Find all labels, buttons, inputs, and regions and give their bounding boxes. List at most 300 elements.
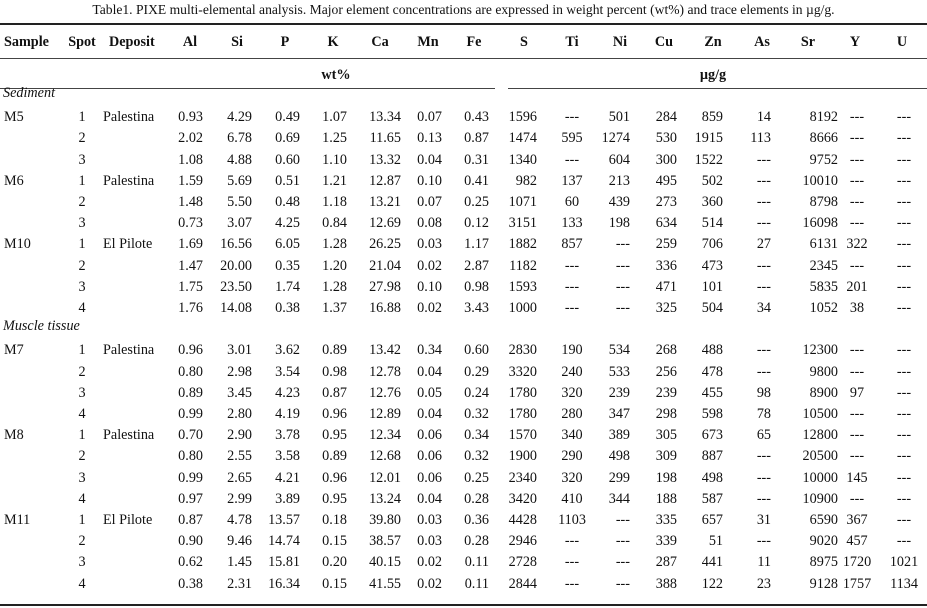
cell-fe: 0.12 [464,215,489,232]
column-header-mn: Mn [417,34,439,50]
unit-rule-trace [508,88,927,89]
cell-cu: 188 [655,490,677,507]
cell-k: 1.28 [322,236,347,253]
cell-u: --- [896,109,912,126]
cell-mn: 0.34 [417,342,442,359]
cell-s: 3151 [508,215,537,232]
cell-zn: 1522 [694,151,723,168]
cell-p: 0.48 [275,194,300,210]
cell-si: 5.69 [227,172,252,189]
cell-y: 201 [846,278,868,295]
cell-zn: 478 [701,363,723,380]
cell-fe: 0.11 [464,575,489,592]
cell-cu: 471 [655,278,677,295]
cell-cu: 256 [655,363,677,380]
cell-cu: 298 [655,406,677,422]
cell-al: 2.02 [178,130,203,147]
cell-ti: 133 [561,215,583,232]
cell-ti: --- [564,533,580,550]
cell-k: 0.98 [322,363,347,380]
table-row [0,171,927,191]
cell-zn: 360 [701,194,723,210]
column-header-y: Y [849,34,861,50]
cell-s: 1071 [508,194,537,210]
cell-spot: 1 [78,427,86,444]
cell-as: 31 [756,512,771,528]
cell-zn: 514 [701,215,723,232]
cell-si: 3.45 [227,384,252,401]
cell-al: 1.48 [178,194,203,210]
cell-ni: 439 [608,194,630,210]
cell-ni: 344 [608,490,630,507]
cell-cu: 335 [655,512,677,528]
unit-label-major: wt% [321,67,351,83]
cell-fe: 0.11 [464,554,489,571]
cell-si: 2.65 [227,469,252,486]
cell-p: 16.34 [268,575,300,592]
cell-al: 0.99 [178,406,203,422]
cell-ni: 501 [608,109,630,126]
cell-k: 1.18 [322,194,347,210]
cell-fe: 0.24 [464,384,489,401]
cell-ca: 12.76 [369,384,401,401]
table-row [0,107,927,127]
table-row [0,256,927,276]
cell-sample: M7 [4,342,24,359]
cell-cu: 268 [655,342,677,359]
cell-fe: 0.32 [464,448,489,465]
cell-sr: 6131 [809,236,838,253]
cell-spot: 1 [78,109,86,126]
cell-si: 5.50 [227,194,252,210]
cell-y: --- [849,215,865,232]
cell-al: 1.75 [178,278,203,295]
cell-s: 2340 [508,469,537,486]
cell-mn: 0.05 [417,384,442,401]
table-row [0,362,927,382]
cell-u: --- [896,194,912,210]
cell-zn: 887 [701,448,723,465]
cell-zn: 488 [701,342,723,359]
cell-ca: 12.69 [369,215,401,232]
cell-sr: 8900 [809,384,838,401]
cell-zn: 122 [701,575,723,592]
cell-u: --- [896,236,912,253]
cell-spot: 3 [78,554,86,571]
table-row [0,468,927,488]
column-header-s: S [520,34,528,50]
cell-ca: 11.65 [369,130,401,147]
cell-k: 1.20 [322,257,347,274]
cell-ca: 16.88 [369,300,401,316]
cell-as: 34 [756,300,771,316]
cell-ca: 12.68 [369,448,401,465]
cell-spot: 1 [78,172,86,189]
cell-ni: 213 [608,172,630,189]
cell-mn: 0.04 [417,490,442,507]
table-row [0,340,927,360]
cell-sr: 9800 [809,363,838,380]
cell-u: --- [896,406,912,422]
cell-k: 0.15 [322,575,347,592]
cell-zn: 657 [701,512,723,528]
cell-p: 0.35 [275,257,300,274]
table-row [0,552,927,572]
cell-zn: 51 [708,533,723,550]
cell-cu: 530 [655,130,677,147]
bottom-rule [0,604,927,606]
cell-fe: 0.31 [464,151,489,168]
cell-s: 1882 [508,236,537,253]
cell-zn: 473 [701,257,723,274]
cell-cu: 495 [655,172,677,189]
cell-mn: 0.06 [417,427,442,444]
cell-sr: 5835 [809,278,838,295]
cell-sr: 1052 [809,300,838,316]
cell-k: 0.20 [322,554,347,571]
cell-si: 16.56 [220,236,252,253]
cell-spot: 3 [78,151,86,168]
cell-sample: M10 [4,236,31,253]
cell-mn: 0.07 [417,109,442,126]
cell-al: 0.62 [178,554,203,571]
cell-si: 2.98 [227,363,252,380]
column-header-zn: Zn [704,34,722,50]
cell-si: 3.07 [227,215,252,232]
cell-spot: 2 [78,533,86,550]
cell-u: --- [896,257,912,274]
cell-as: --- [756,278,771,295]
cell-s: 3320 [508,363,537,380]
cell-ni: 239 [608,384,630,401]
cell-zn: 498 [701,469,723,486]
cell-k: 1.25 [322,130,347,147]
column-header-k: K [327,34,339,50]
cell-si: 2.80 [227,406,252,422]
cell-p: 0.69 [275,130,300,147]
cell-cu: 259 [655,236,677,253]
cell-al: 0.90 [178,533,203,550]
cell-ca: 13.21 [369,194,401,210]
cell-al: 0.97 [178,490,203,507]
cell-mn: 0.03 [417,236,442,253]
cell-p: 0.60 [275,151,300,168]
cell-ca: 12.01 [369,469,401,486]
table-row [0,150,927,170]
cell-as: --- [756,194,771,210]
table-caption: Table1. PIXE multi-elemental analysis. Major element concentrations are expressed in weight percent (wt%) and trace elements in µg/g. [92,2,835,17]
cell-p: 13.57 [268,512,300,528]
cell-u: --- [896,533,912,550]
cell-s: 1182 [509,257,537,274]
cell-as: 27 [756,236,771,253]
column-header-ni: Ni [612,34,628,50]
cell-sr: 10010 [802,172,838,189]
cell-spot: 4 [78,490,86,507]
cell-ca: 13.32 [369,151,401,168]
group-label: Muscle tissue [3,318,80,335]
cell-si: 3.01 [227,342,252,359]
cell-p: 4.21 [275,469,300,486]
cell-ni: 533 [608,363,630,380]
cell-fe: 0.60 [464,342,489,359]
cell-as: --- [756,469,771,486]
cell-cu: 339 [655,533,677,550]
table-row [0,404,927,424]
cell-ni: 198 [608,215,630,232]
column-header-fe: Fe [466,34,482,50]
cell-ti: --- [564,151,580,168]
cell-u: --- [896,342,912,359]
unit-label-trace: µg/g [699,67,727,83]
cell-ni: --- [615,257,630,274]
column-header-p: P [280,34,290,50]
cell-ni: 299 [608,469,630,486]
table-row [0,574,927,594]
cell-as: --- [756,490,771,507]
cell-al: 1.69 [178,236,203,253]
cell-mn: 0.04 [417,406,442,422]
cell-k: 0.95 [322,490,347,507]
cell-p: 3.78 [275,427,300,444]
cell-y: 38 [849,300,865,316]
cell-y: 1757 [842,575,872,592]
cell-p: 3.89 [275,490,300,507]
cell-fe: 0.25 [464,469,489,486]
cell-si: 2.55 [227,448,252,465]
cell-ni: 1274 [601,130,630,147]
cell-deposit: El Pilote [103,236,153,253]
table-row [0,383,927,403]
cell-ca: 38.57 [369,533,401,550]
cell-ti: --- [564,257,580,274]
cell-y: 145 [846,469,868,486]
cell-al: 0.73 [178,215,203,232]
cell-spot: 2 [78,130,86,147]
cell-u: --- [896,384,912,401]
cell-ti: 240 [561,363,583,380]
cell-sample: M6 [4,172,24,189]
cell-y: --- [849,257,865,274]
cell-s: 982 [515,172,537,189]
column-header-cu: Cu [654,34,674,50]
cell-cu: 336 [655,257,677,274]
cell-p: 4.19 [275,406,300,422]
cell-ti: 340 [561,427,583,444]
table-row [0,277,927,297]
cell-ca: 26.25 [369,236,401,253]
cell-mn: 0.10 [417,172,442,189]
cell-mn: 0.03 [417,533,442,550]
column-header-al: Al [182,34,198,50]
cell-y: --- [849,406,865,422]
cell-fe: 0.32 [464,406,489,422]
cell-k: 0.96 [322,469,347,486]
cell-ca: 12.89 [369,406,401,422]
cell-ca: 41.55 [369,575,401,592]
cell-mn: 0.04 [417,363,442,380]
cell-p: 4.25 [275,215,300,232]
cell-ni: --- [615,554,630,571]
cell-s: 2844 [508,575,537,592]
cell-sr: 10500 [802,406,838,422]
cell-p: 0.51 [275,172,300,189]
cell-fe: 0.41 [464,172,489,189]
cell-p: 3.54 [275,363,300,380]
cell-al: 1.47 [178,257,203,274]
cell-k: 1.37 [322,300,347,316]
cell-as: --- [756,172,771,189]
column-header-sample: Sample [4,34,49,50]
column-header-si: Si [231,34,243,50]
cell-cu: 239 [655,384,677,401]
cell-sample: M5 [4,109,24,126]
cell-sr: 6590 [809,512,838,528]
cell-s: 1780 [508,406,537,422]
cell-spot: 4 [78,406,86,422]
cell-spot: 2 [78,257,86,274]
cell-sr: 8666 [809,130,838,147]
cell-y: 322 [846,236,868,253]
table-row [0,425,927,445]
cell-ti: --- [564,300,580,316]
cell-u: 1134 [890,575,918,592]
cell-s: 1780 [508,384,537,401]
cell-sample: M11 [4,512,31,528]
table-row [0,510,927,530]
cell-cu: 300 [655,151,677,168]
cell-y: --- [849,151,865,168]
cell-ti: 290 [561,448,583,465]
cell-sr: 10900 [802,490,838,507]
cell-as: --- [756,448,771,465]
cell-s: 3420 [508,490,537,507]
cell-p: 14.74 [268,533,300,550]
cell-fe: 0.29 [464,363,489,380]
cell-ni: --- [615,575,630,592]
cell-s: 2946 [508,533,537,550]
cell-s: 2728 [508,554,537,571]
cell-as: --- [756,257,771,274]
cell-k: 0.84 [322,215,347,232]
cell-deposit: Palestina [103,427,155,444]
cell-zn: 598 [701,406,723,422]
unit-rule-major [0,88,495,89]
cell-u: --- [896,490,912,507]
cell-spot: 2 [78,448,86,465]
header-rule [0,58,927,59]
cell-mn: 0.07 [417,194,442,210]
cell-y: --- [849,448,865,465]
cell-si: 9.46 [227,533,252,550]
cell-ca: 39.80 [369,512,401,528]
cell-p: 1.74 [275,278,300,295]
cell-si: 4.29 [227,109,252,126]
cell-ti: 60 [564,194,580,210]
cell-p: 3.62 [275,342,300,359]
cell-k: 0.18 [322,512,347,528]
cell-fe: 0.34 [464,427,489,444]
cell-as: 78 [756,406,771,422]
cell-p: 4.23 [275,384,300,401]
column-header-spot: Spot [68,34,96,50]
cell-fe: 0.98 [464,278,489,295]
cell-u: --- [896,448,912,465]
cell-ti: --- [564,278,580,295]
cell-k: 1.28 [322,278,347,295]
cell-u: --- [896,130,912,147]
cell-y: --- [849,130,865,147]
cell-sr: 9020 [809,533,838,550]
cell-deposit: Palestina [103,109,155,126]
cell-k: 1.10 [322,151,347,168]
cell-sr: 9752 [809,151,838,168]
cell-y: --- [849,172,865,189]
cell-s: 1900 [508,448,537,465]
cell-ti: --- [564,575,580,592]
cell-cu: 198 [655,469,677,486]
cell-spot: 3 [78,469,86,486]
cell-fe: 0.36 [464,512,489,528]
cell-as: 113 [750,130,771,147]
cell-fe: 3.43 [464,300,489,316]
cell-u: --- [896,512,912,528]
cell-spot: 4 [78,300,86,316]
cell-al: 0.80 [178,363,203,380]
cell-u: 1021 [889,554,919,571]
cell-ti: --- [564,109,580,126]
cell-sample: M8 [4,427,24,444]
cell-mn: 0.03 [417,512,442,528]
cell-y: --- [849,194,865,210]
cell-y: --- [849,427,865,444]
cell-y: 97 [849,384,865,401]
table-row [0,298,927,318]
cell-y: 457 [846,533,868,550]
group-label: Sediment [3,85,56,101]
cell-deposit: El Pilote [103,512,153,528]
cell-mn: 0.06 [417,448,442,465]
cell-spot: 1 [78,512,86,528]
cell-mn: 0.04 [417,151,442,168]
cell-sr: 10000 [802,469,838,486]
cell-ni: --- [615,236,630,253]
cell-sr: 12800 [802,427,838,444]
cell-al: 1.59 [178,172,203,189]
cell-ca: 13.24 [369,490,401,507]
cell-al: 0.96 [178,342,203,359]
cell-p: 15.81 [268,554,300,571]
cell-mn: 0.02 [417,300,442,316]
cell-u: --- [896,151,912,168]
cell-al: 0.87 [178,512,203,528]
cell-s: 4428 [508,512,537,528]
cell-ca: 27.98 [369,278,401,295]
cell-ca: 12.34 [369,427,401,444]
cell-ca: 12.78 [369,363,401,380]
cell-al: 0.99 [178,469,203,486]
cell-s: 1474 [508,130,537,147]
cell-si: 14.08 [220,300,252,316]
cell-u: --- [896,215,912,232]
cell-s: 1596 [508,109,537,126]
cell-cu: 309 [655,448,677,465]
cell-ni: --- [615,533,630,550]
table-row [0,128,927,148]
cell-al: 1.76 [178,300,203,316]
cell-ca: 21.04 [369,257,401,274]
cell-si: 6.78 [227,130,252,147]
